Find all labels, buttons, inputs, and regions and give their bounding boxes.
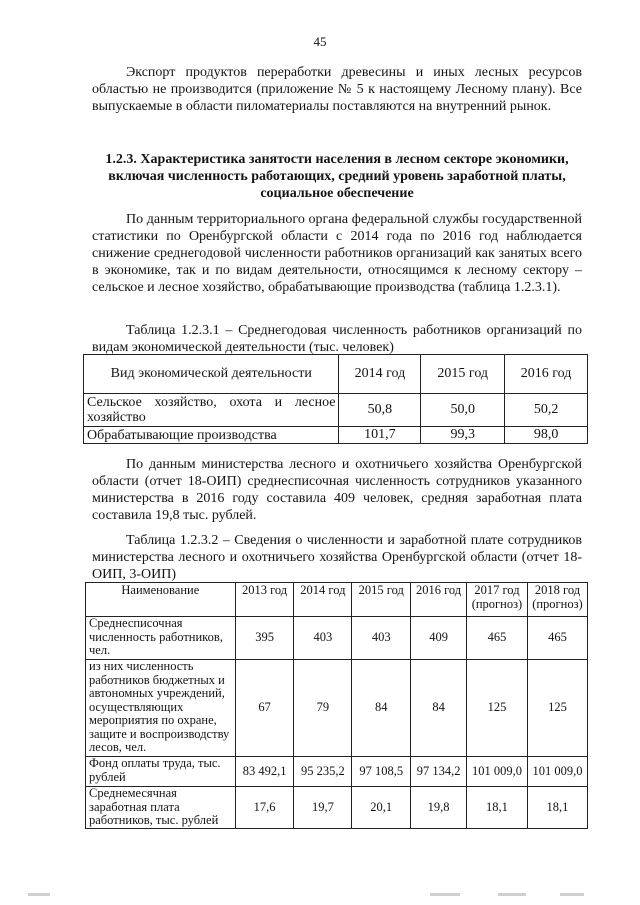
cell-value: 403 xyxy=(294,617,352,660)
paragraph-ministry-stats: По данным министерства лесного и охотничьего хозяйства Оренбургской области (отчет 18-ОИП) среднесписочная численность сотрудников указанного министерства в 2016 году составила 409 человек, средняя заработная плата составила 19,8 тыс. рублей. xyxy=(92,457,582,523)
cell-value: 50,8 xyxy=(339,394,421,427)
cell-value: 97 108,5 xyxy=(352,757,411,787)
table2-caption: Таблица 1.2.3.2 – Сведения о численности и заработной плате сотрудников министерства лесного и охотничьего хозяйства Оренбургской области (отчет 18-ОИП, 3-ОИП) xyxy=(92,533,582,582)
section-heading: 1.2.3. Характеристика занятости населения в лесном секторе экономики, включая численность работающих, средний уровень заработной платы, социальное обеспечение xyxy=(105,152,569,201)
row-label: из них численность работников бюджетных и автономных учреждений, осуществляющих мероприятия по охране, защите и воспроизводству лесов, чел. xyxy=(86,660,236,757)
header-name: Наименование xyxy=(86,583,236,617)
table-row xyxy=(86,660,588,757)
cell-value: 99,3 xyxy=(421,427,505,444)
cell-value: 67 xyxy=(235,660,294,757)
table-row xyxy=(86,787,588,829)
cell-value: 403 xyxy=(352,617,411,660)
cell-value: 79 xyxy=(294,660,352,757)
table-header-row xyxy=(86,583,588,617)
row-label: Среднемесячная заработная плата работников, тыс. рублей xyxy=(86,787,236,829)
cell-value: 101,7 xyxy=(339,427,421,444)
header-2013: 2013 год xyxy=(235,583,294,617)
cell-value: 125 xyxy=(466,660,527,757)
header-activity-type: Вид экономической деятельности xyxy=(84,355,339,394)
cell-value: 17,6 xyxy=(235,787,294,829)
cell-value: 125 xyxy=(527,660,587,757)
table-header-row xyxy=(84,355,588,394)
cell-value: 409 xyxy=(411,617,467,660)
cell-value: 101 009,0 xyxy=(527,757,587,787)
cell-value: 19,7 xyxy=(294,787,352,829)
table-row xyxy=(84,394,588,427)
row-label: Обрабатывающие производства xyxy=(84,427,339,444)
cell-value: 98,0 xyxy=(505,427,588,444)
table-row xyxy=(86,757,588,787)
header-2015: 2015 год xyxy=(352,583,411,617)
cell-value: 97 134,2 xyxy=(411,757,467,787)
header-2016: 2016 год xyxy=(411,583,467,617)
header-2016: 2016 год xyxy=(505,355,588,394)
table-staff-and-wages xyxy=(85,582,588,829)
row-label: Сельское хозяйство, охота и лесное хозяйство xyxy=(84,394,339,427)
table-employment-by-activity xyxy=(83,354,588,444)
cell-value: 465 xyxy=(466,617,527,660)
header-2018-forecast: 2018 год (прогноз) xyxy=(527,583,587,617)
header-2014: 2014 год xyxy=(294,583,352,617)
row-label: Среднесписочная численность работников, чел. xyxy=(86,617,236,660)
row-label: Фонд оплаты труда, тыс. рублей xyxy=(86,757,236,787)
cell-value: 395 xyxy=(235,617,294,660)
cell-value: 83 492,1 xyxy=(235,757,294,787)
intro-paragraph: Экспорт продуктов переработки древесины и иных лесных ресурсов областью не производится (приложение № 5 к настоящему Лесному плану). Все выпускаемые в области пиломатериалы поставляются на внутренний рынок. xyxy=(92,65,582,114)
cell-value: 20,1 xyxy=(352,787,411,829)
table-row xyxy=(86,617,588,660)
cell-value: 465 xyxy=(527,617,587,660)
paragraph-employment-stats: По данным территориального органа федеральной службы государственной статистики по Оренбургской области с 2014 года по 2016 год наблюдается снижение среднегодовой численности работников организаций как занятых всего в экономике, так и по видам деятельности, относящимся к лесному сектору – сельское и лесное хозяйство, обрабатывающие производства (таблица 1.2.3.1). xyxy=(92,212,582,295)
cell-value: 84 xyxy=(411,660,467,757)
header-2017-forecast: 2017 год (прогноз) xyxy=(466,583,527,617)
cell-value: 18,1 xyxy=(527,787,587,829)
header-2014: 2014 год xyxy=(339,355,421,394)
cell-value: 95 235,2 xyxy=(294,757,352,787)
cell-value: 19,8 xyxy=(411,787,467,829)
cell-value: 101 009,0 xyxy=(466,757,527,787)
cell-value: 50,0 xyxy=(421,394,505,427)
page-number: 45 xyxy=(313,34,327,49)
scan-edge-marks xyxy=(0,893,640,901)
cell-value: 84 xyxy=(352,660,411,757)
header-2015: 2015 год xyxy=(421,355,505,394)
table1-caption: Таблица 1.2.3.1 – Среднегодовая численность работников организаций по видам экономической деятельности (тыс. человек) xyxy=(92,323,582,355)
cell-value: 50,2 xyxy=(505,394,588,427)
cell-value: 18,1 xyxy=(466,787,527,829)
table-row xyxy=(84,427,588,444)
